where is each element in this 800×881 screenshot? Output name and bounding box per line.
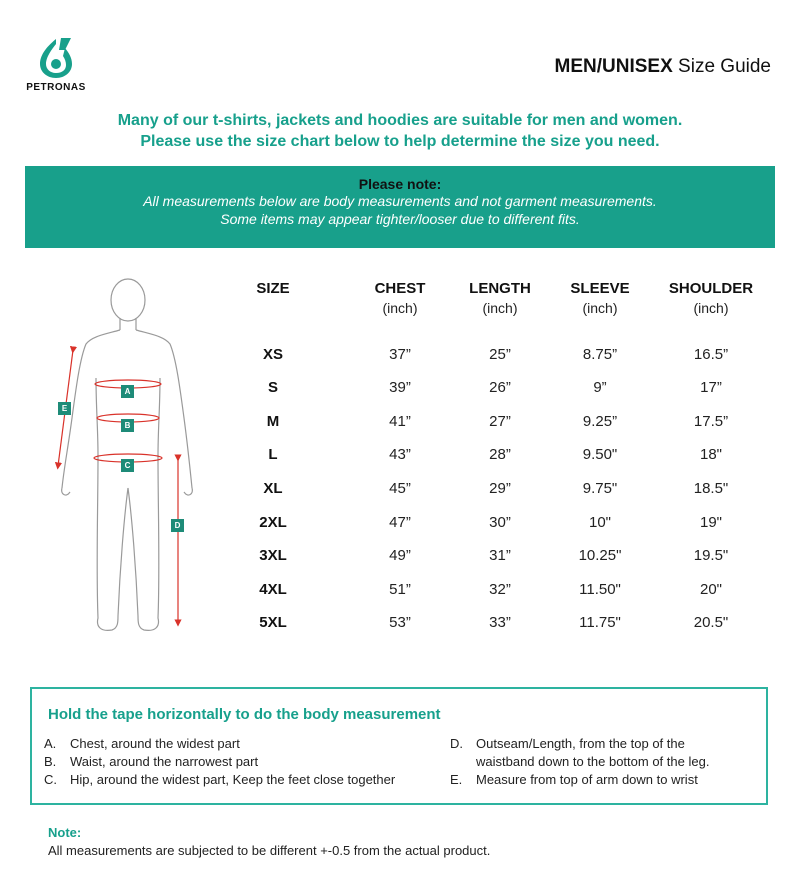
header-label: CHEST xyxy=(374,280,426,297)
cell-chest: 53” xyxy=(389,614,411,631)
header-unit: (inch) xyxy=(482,300,518,316)
marker-e: E xyxy=(58,402,71,415)
cell-size: XL xyxy=(263,480,283,497)
table-row xyxy=(230,547,770,569)
cell-size: 4XL xyxy=(259,581,287,598)
cell-length: 26” xyxy=(489,379,511,396)
cell-length: 32” xyxy=(489,581,511,598)
cell-size: 3XL xyxy=(259,547,287,564)
instruction-text: Outseam/Length, from the top of the xyxy=(476,736,685,751)
body-outline xyxy=(40,278,200,648)
cell-sleeve: 10" xyxy=(588,514,611,531)
measurement-instructions xyxy=(30,687,768,805)
cell-length: 28” xyxy=(489,446,511,463)
header-sleeve xyxy=(545,280,655,316)
header-label: SIZE xyxy=(256,280,290,297)
table-row xyxy=(230,514,770,536)
instruction-letter: A. xyxy=(44,736,57,751)
cell-length: 30” xyxy=(489,514,511,531)
cell-shoulder: 17” xyxy=(700,379,722,396)
cell-chest: 47” xyxy=(389,514,411,531)
petronas-logo xyxy=(26,36,86,93)
cell-sleeve: 11.50" xyxy=(579,581,621,598)
cell-chest: 41” xyxy=(389,413,411,430)
note-banner-title: Please note: xyxy=(358,176,442,192)
cell-shoulder: 18" xyxy=(699,446,722,463)
footnote xyxy=(48,824,490,860)
header-length xyxy=(445,280,555,316)
instruction-text: Chest, around the widest part xyxy=(70,736,240,751)
cell-sleeve: 9.75" xyxy=(582,480,618,497)
cell-chest: 39” xyxy=(389,379,411,396)
page-title xyxy=(555,56,771,78)
instruction-text: Hip, around the widest part, Keep the feet close together xyxy=(70,772,396,787)
table-row xyxy=(230,413,770,435)
cell-sleeve: 10.25" xyxy=(578,547,622,564)
body-measurement-figure xyxy=(40,278,200,648)
intro-line-2: Please use the size chart below to help determine the size you need. xyxy=(140,133,660,150)
cell-chest: 51” xyxy=(389,581,411,598)
instruction-letter: B. xyxy=(44,754,57,769)
cell-chest: 37” xyxy=(389,346,411,363)
marker-b: B xyxy=(121,419,134,432)
header-unit: (inch) xyxy=(693,300,729,316)
footnote-text: All measurements are subjected to be different +-0.5 from the actual product. xyxy=(48,843,491,858)
intro-text xyxy=(0,110,800,152)
table-row xyxy=(230,581,770,603)
cell-size: M xyxy=(266,413,280,430)
instruction-letter: E. xyxy=(450,772,463,787)
instruction-letter: D. xyxy=(450,736,463,751)
table-row xyxy=(230,446,770,468)
footnote-title: Note: xyxy=(48,825,82,840)
marker-a: A xyxy=(121,385,134,398)
cell-shoulder: 17.5” xyxy=(693,413,729,430)
petronas-logo-icon xyxy=(35,36,77,80)
cell-shoulder: 19.5" xyxy=(693,547,729,564)
instruction-text-continued: waistband down to the bottom of the leg. xyxy=(476,754,710,769)
cell-size: 2XL xyxy=(259,514,287,531)
cell-shoulder: 20" xyxy=(699,581,722,598)
intro-line-1: Many of our t-shirts, jackets and hoodies are suitable for men and women. xyxy=(117,112,683,129)
header-label: SHOULDER xyxy=(668,280,754,297)
cell-sleeve: 9.50" xyxy=(582,446,618,463)
table-row xyxy=(230,346,770,368)
cell-shoulder: 16.5” xyxy=(693,346,729,363)
cell-size: L xyxy=(268,446,278,463)
title-rest: Size Guide xyxy=(678,56,771,77)
note-banner xyxy=(25,166,775,248)
instruction-letter: C. xyxy=(44,772,57,787)
marker-d: D xyxy=(171,519,184,532)
cell-length: 27” xyxy=(489,413,511,430)
cell-shoulder: 18.5" xyxy=(693,480,729,497)
cell-length: 33” xyxy=(489,614,511,631)
note-banner-line-2: Some items may appear tighter/looser due to different fits. xyxy=(220,211,580,227)
cell-shoulder: 19" xyxy=(699,514,722,531)
marker-c: C xyxy=(121,459,134,472)
cell-size: S xyxy=(267,379,278,396)
note-banner-line-1: All measurements below are body measurements and not garment measurements. xyxy=(143,193,657,209)
table-row xyxy=(230,614,770,636)
cell-length: 31” xyxy=(489,547,511,564)
cell-size: XS xyxy=(262,346,283,363)
cell-length: 29” xyxy=(489,480,511,497)
cell-chest: 43” xyxy=(389,446,411,463)
table-row xyxy=(230,480,770,502)
header-chest xyxy=(345,280,455,316)
title-bold: MEN/UNISEX xyxy=(554,56,673,77)
table-row xyxy=(230,379,770,401)
cell-size: 5XL xyxy=(259,614,287,631)
header-unit: (inch) xyxy=(382,300,418,316)
instruction-text: Waist, around the narrowest part xyxy=(70,754,259,769)
header-shoulder xyxy=(656,280,766,316)
instruction-text: Measure from top of arm down to wrist xyxy=(476,772,698,787)
cell-shoulder: 20.5" xyxy=(693,614,729,631)
cell-sleeve: 9.25” xyxy=(582,413,618,430)
logo-wordmark: PETRONAS xyxy=(26,82,86,93)
cell-sleeve: 9” xyxy=(593,379,607,396)
cell-sleeve: 11.75" xyxy=(579,614,621,631)
instructions-title: Hold the tape horizontally to do the body measurement xyxy=(48,706,441,723)
header-size xyxy=(218,280,328,300)
cell-length: 25” xyxy=(489,346,511,363)
cell-sleeve: 8.75” xyxy=(582,346,618,363)
header-unit: (inch) xyxy=(582,300,618,316)
cell-chest: 49” xyxy=(389,547,411,564)
cell-chest: 45” xyxy=(389,480,411,497)
header-label: SLEEVE xyxy=(570,280,630,297)
header-label: LENGTH xyxy=(469,280,531,297)
